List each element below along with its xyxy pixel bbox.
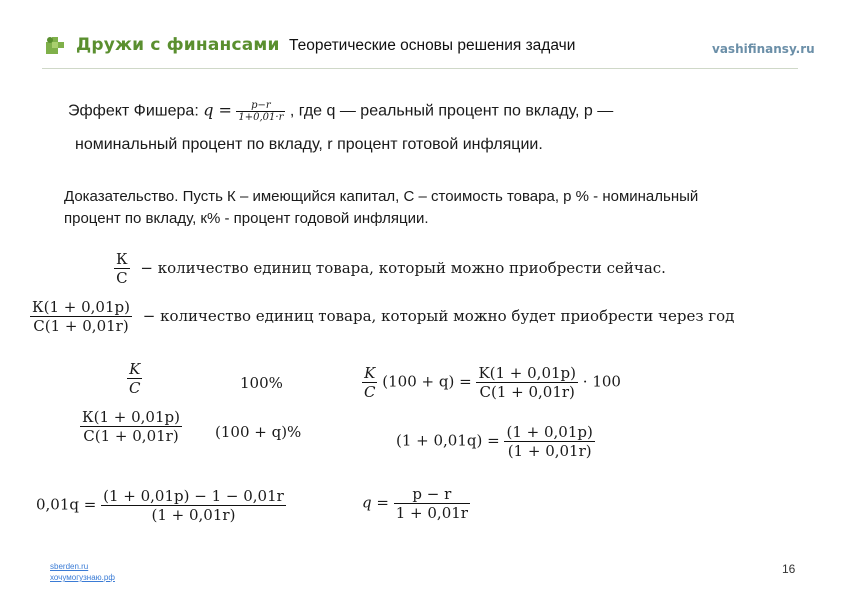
fisher-effect-line <box>68 100 613 123</box>
kk-num: K <box>127 360 142 379</box>
eq3-fraction <box>101 487 286 524</box>
kc-year-num: К(1 + 0,01p) <box>32 298 130 316</box>
fisher-fraction <box>236 100 285 123</box>
kc-year-den: С(1 + 0,01r) <box>33 317 129 335</box>
kc-den: С <box>116 269 128 287</box>
fisher-q-eq: q = <box>203 100 232 120</box>
kc-fraction <box>114 250 130 287</box>
eq1-num: K(1 + 0,01p) <box>478 364 576 382</box>
eq3-num: (1 + 0,01p) − 1 − 0,01r <box>103 487 284 505</box>
eq2-fraction <box>504 423 594 460</box>
fisher-numerator: p−r <box>236 100 285 112</box>
kc-num: К <box>116 250 128 268</box>
eq3-den: (1 + 0,01r) <box>151 506 236 524</box>
now-text: − количество единиц товара, который можно приобрести сейчас. <box>140 258 666 277</box>
eq4 <box>362 485 470 522</box>
clover-logo-icon <box>42 34 68 56</box>
eq2 <box>396 423 595 460</box>
brand-name: Дружи с финансами <box>76 35 280 55</box>
footer-link-hochumogu[interactable]: хочумогузнаю.рф <box>50 573 115 582</box>
header-divider <box>42 68 798 69</box>
page-number: 16 <box>782 562 796 576</box>
eq1-c: C <box>364 383 376 401</box>
eq3 <box>36 487 286 524</box>
kc-year-fraction-2 <box>80 408 182 445</box>
eq4-den: 1 + 0,01r <box>395 504 468 522</box>
kc-now-row <box>114 250 666 287</box>
kc-year-num-2: К(1 + 0,01p) <box>82 408 180 426</box>
kc-year-fraction <box>30 298 132 335</box>
kc-year-row <box>30 298 734 335</box>
eq1-right: · 100 <box>582 372 621 391</box>
kc-italic-fraction <box>127 360 142 397</box>
footer-links <box>50 561 115 583</box>
slide-title: Теоретические основы решения задачи <box>289 37 576 54</box>
eq1-fraction <box>476 364 578 401</box>
fisher-definition-cont: номинальный процент по вкладу, r процент готовой инфляции. <box>75 136 543 153</box>
year-text: − количество единиц товара, который можно будет приобрести через год <box>142 306 735 325</box>
eq2-left: (1 + 0,01q) = <box>396 431 500 450</box>
eq4-fraction <box>394 485 470 522</box>
footer-link-sberden[interactable]: sberden.ru <box>50 562 89 571</box>
cc-den: C <box>129 379 141 397</box>
eq1 <box>362 364 621 401</box>
site-url: vashifinansy.ru <box>712 42 815 56</box>
kc-year-den-2: С(1 + 0,01r) <box>83 427 179 445</box>
eq1-k: K <box>362 364 377 383</box>
pct-100: 100% <box>240 374 283 392</box>
eq1-den: C(1 + 0,01r) <box>479 383 575 401</box>
fisher-label: Эффект Фишера: <box>68 102 204 120</box>
brand-logo <box>42 34 280 56</box>
fisher-definition: , где q — реальный процент по вкладу, p — <box>289 102 614 120</box>
eq2-num: (1 + 0,01p) <box>506 423 593 441</box>
eq1-left: (100 + q) = <box>382 372 472 391</box>
eq2-den: (1 + 0,01r) <box>507 442 592 460</box>
fisher-denominator: 1+0,01·r <box>238 112 284 123</box>
eq4-num: p − r <box>394 485 470 504</box>
eq4-left: q = <box>362 493 389 512</box>
proof-paragraph: Доказательство. Пусть К – имеющийся капитал, С – стоимость товара, р % - номинальный процент по вкладу, к% - процент годовой инфляции. <box>64 188 699 227</box>
pct-q: (100 + q)% <box>215 423 302 441</box>
eq3-left: 0,01q = <box>36 495 97 514</box>
